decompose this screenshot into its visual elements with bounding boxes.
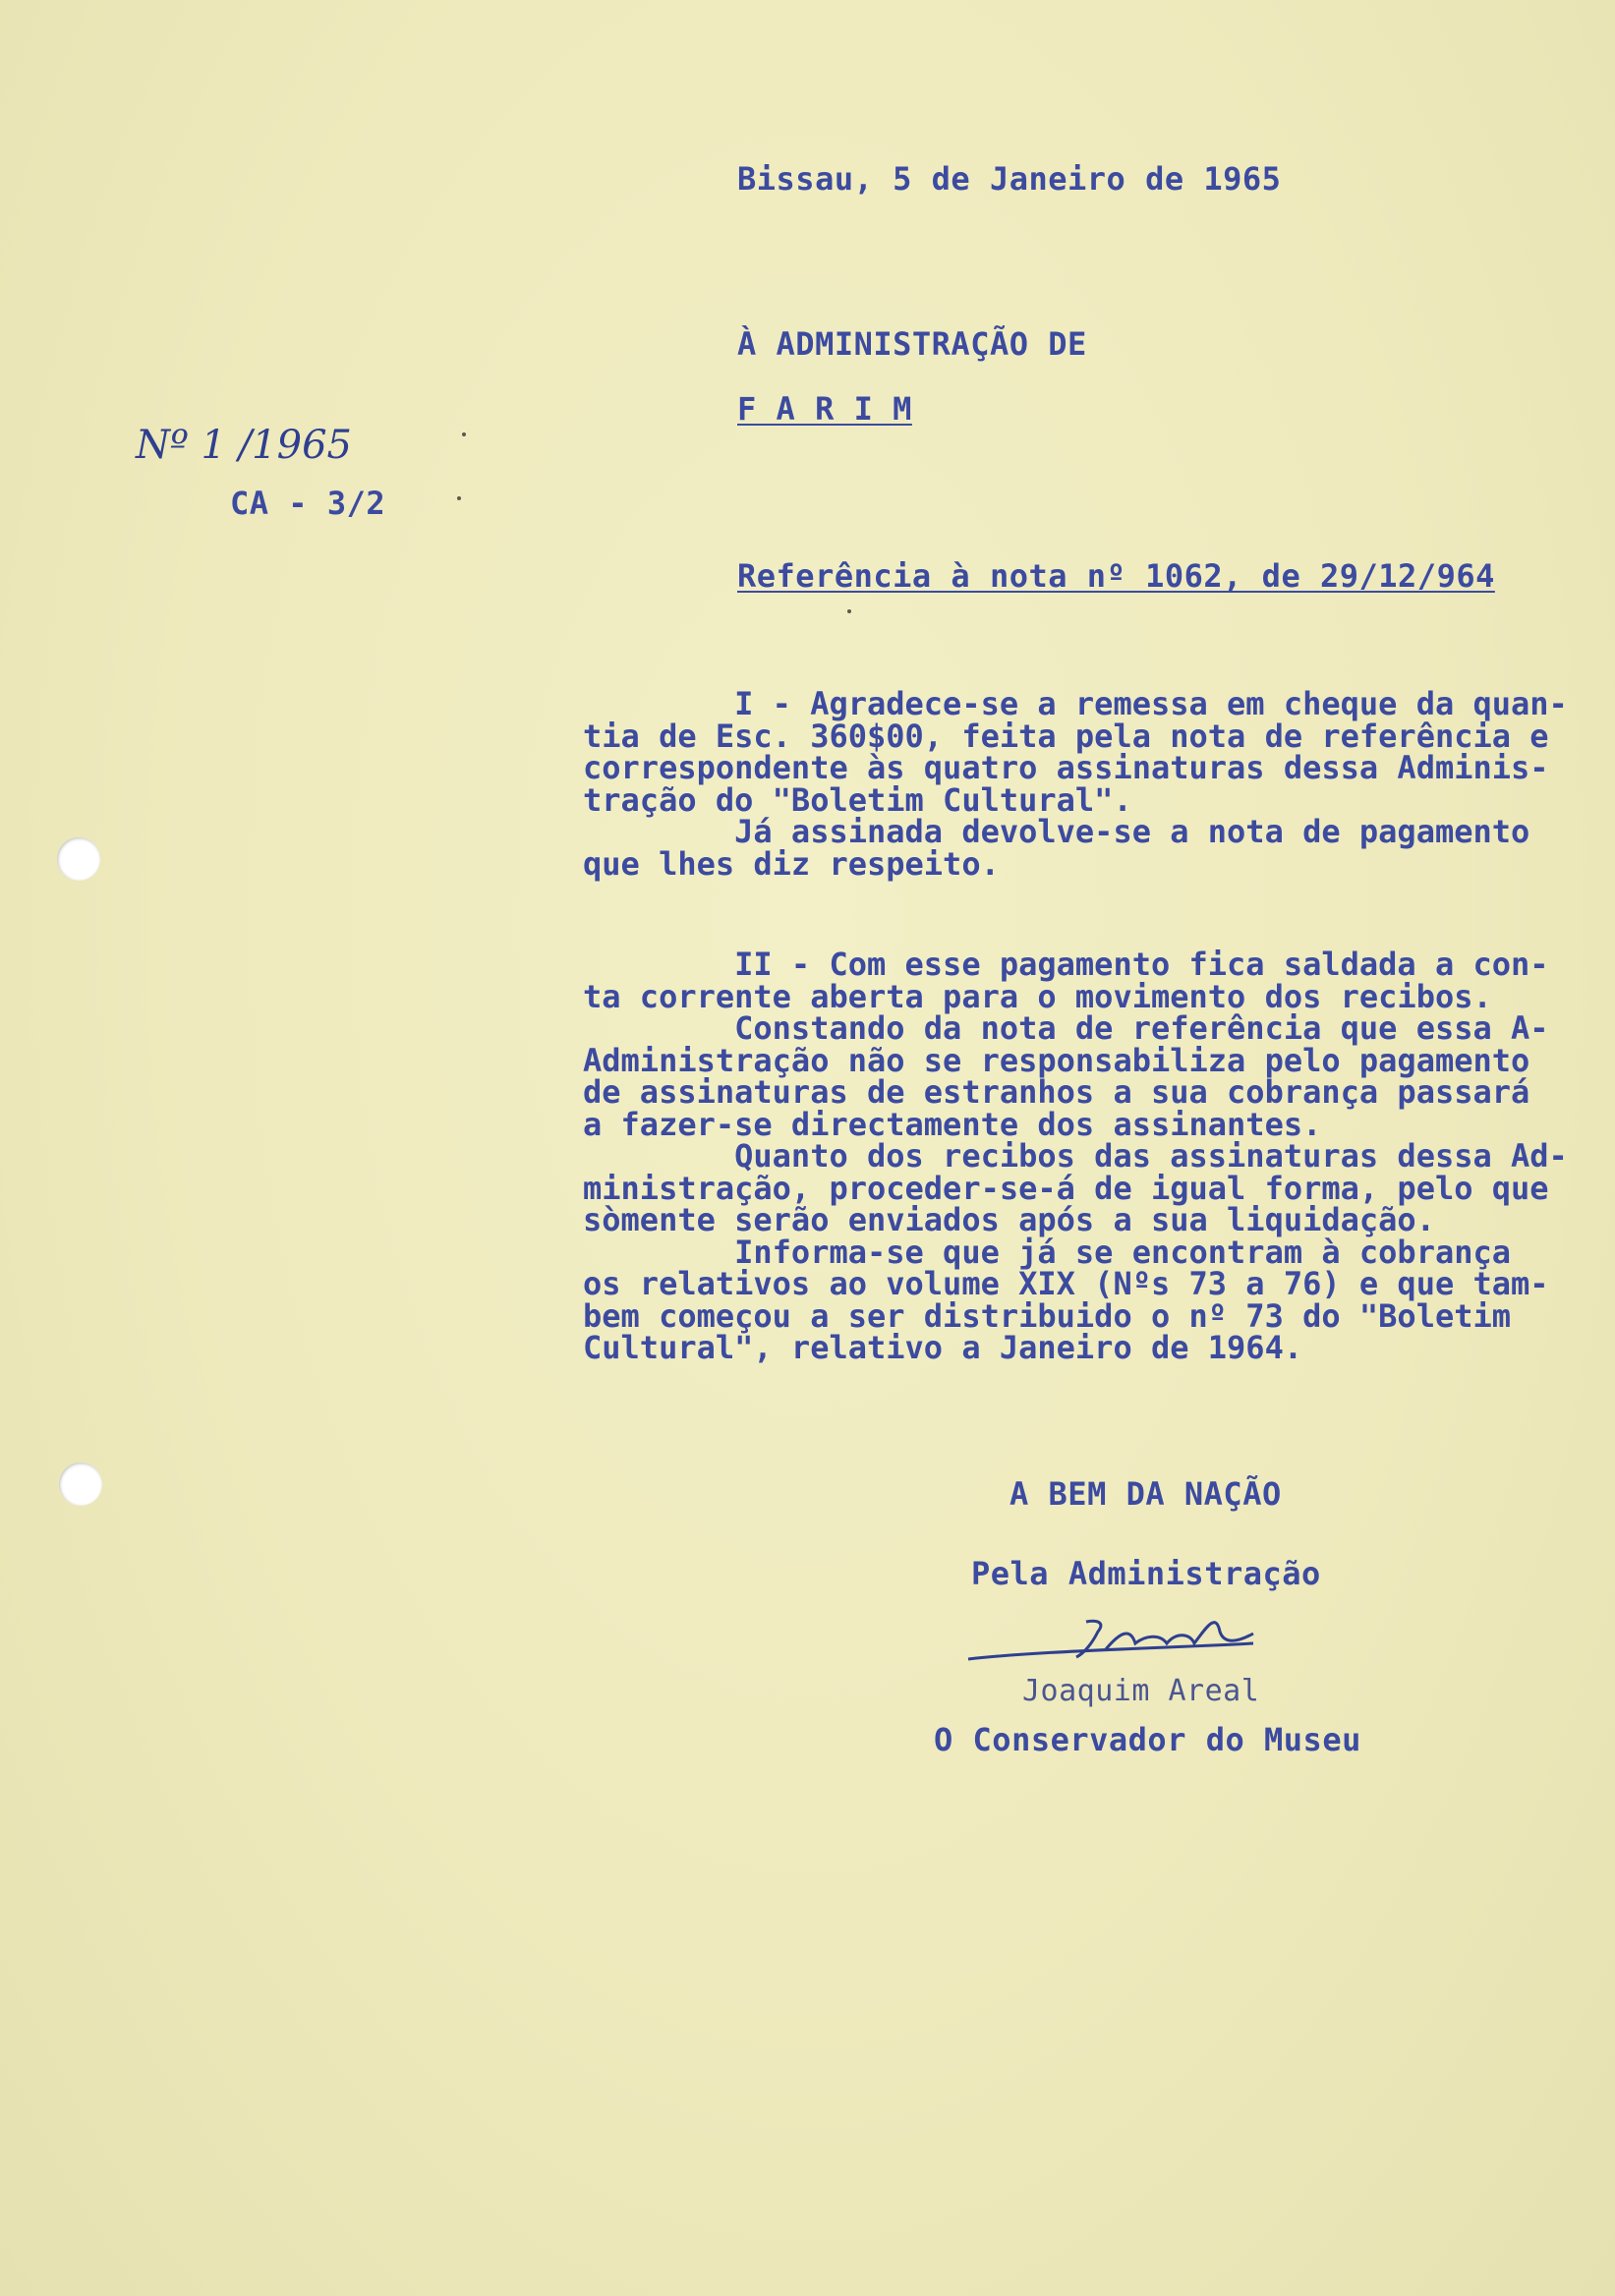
signatory-name: Joaquim Areal <box>1022 1674 1260 1708</box>
paragraph-1-line: que lhes diz respeito. <box>583 844 1000 883</box>
addressee-line-1: À ADMINISTRAÇÃO DE <box>737 325 1087 363</box>
file-code: CA - 3/2 <box>230 485 386 522</box>
paragraph-2-line: Administração não se responsabiliza pelo pagamento <box>583 1041 1530 1079</box>
paragraph-2-line: ta corrente aberta para o movimento dos recibos. <box>583 977 1492 1015</box>
signature <box>958 1592 1312 1681</box>
paragraph-2-line: Informa-se que já se encontram à cobrança <box>583 1233 1512 1271</box>
paragraph-2-line: de assinaturas de estranhos a sua cobrança passará <box>583 1073 1530 1111</box>
paragraph-2-line: bem começou a ser distribuido o nº 73 do "Boletim <box>583 1296 1512 1335</box>
paragraph-1-line: tração do "Boletim Cultural". <box>583 780 1132 819</box>
closing-line: A BEM DA NAÇÃO <box>1009 1475 1282 1513</box>
paragraph-2-line: os relativos ao volume XIX (Nºs 73 a 76) e que tam- <box>583 1265 1549 1302</box>
punch-hole-bottom <box>59 1463 102 1506</box>
paragraph-1-line: I - Agradece-se a remessa em cheque da quan- <box>583 685 1568 722</box>
reference-line: Referência à nota nº 1062, de 29/12/964 <box>737 557 1495 595</box>
ink-speck <box>462 432 466 436</box>
paragraph-1-line: correspondente às quatro assinaturas dessa Adminis- <box>583 749 1549 786</box>
punch-hole-top <box>57 837 100 881</box>
date-line: Bissau, 5 de Janeiro de 1965 <box>737 160 1282 198</box>
signature-scrawl <box>958 1592 1312 1681</box>
paragraph-2-line: Constando da nota de referência que essa A- <box>583 1009 1549 1047</box>
signature-on-behalf: Pela Administração <box>971 1555 1321 1592</box>
signatory-title: O Conservador do Museu <box>934 1721 1361 1758</box>
paragraph-2-line: Cultural", relativo a Janeiro de 1964. <box>583 1329 1303 1366</box>
paragraph-2-line: ministração, proceder-se-á de igual forma, pelo que <box>583 1169 1549 1207</box>
paragraph-2 <box>583 948 1568 1364</box>
ink-speck <box>847 609 851 613</box>
addressee-line-2: F A R I M <box>737 390 912 428</box>
paragraph-2-line: II - Com esse pagamento fica saldada a con- <box>583 946 1549 983</box>
file-number-handwritten: Nº 1 /1965 <box>136 423 352 468</box>
paragraph-1-line: Já assinada devolve-se a nota de pagamento <box>583 813 1530 850</box>
paragraph-1-line: tia de Esc. 360$00, feita pela nota de referência e <box>583 717 1549 755</box>
paragraph-2-line: a fazer-se directamente dos assinantes. <box>583 1105 1322 1143</box>
paragraph-1 <box>583 685 1568 883</box>
ink-speck <box>457 496 461 500</box>
paragraph-2-line: sòmente serão enviados após a sua liquidação. <box>583 1201 1435 1238</box>
paragraph-2-line: Quanto dos recibos das assinaturas dessa Ad- <box>583 1137 1568 1175</box>
